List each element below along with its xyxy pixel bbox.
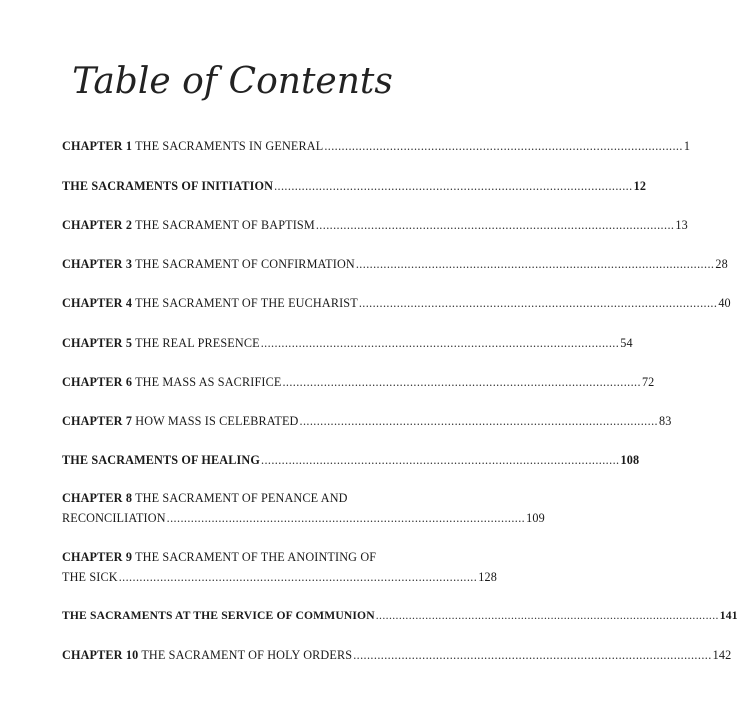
page-number: 141 <box>719 609 738 622</box>
entry-title: THE SACRAMENT OF THE ANOINTING OF <box>135 550 377 564</box>
table-of-contents <box>62 0 738 720</box>
chapter-number: CHAPTER 7 <box>62 414 133 428</box>
page-number: 28 <box>715 257 728 271</box>
dot-leader: ........................................................................................................ <box>355 257 715 271</box>
chapter-number: CHAPTER 6 <box>62 375 133 389</box>
toc-entry-chapter-9 <box>62 547 497 587</box>
toc-entry-chapter-10 <box>62 645 732 665</box>
toc-section-communion <box>62 606 738 626</box>
chapter-number: CHAPTER 5 <box>62 336 133 350</box>
dot-leader: ........................................................................................................ <box>261 453 620 467</box>
page-number: 72 <box>641 375 655 389</box>
page-number: 12 <box>633 179 647 193</box>
dot-leader: ........................................................................................................ <box>315 218 675 232</box>
page-number: 54 <box>620 336 633 350</box>
dot-leader: ........................................................................................................ <box>166 511 526 525</box>
toc-entry-chapter-7 <box>62 411 672 431</box>
toc-entry-chapter-1 <box>62 136 691 156</box>
dot-leader: ........................................................................................................ <box>358 296 718 310</box>
toc-section-healing <box>62 450 640 470</box>
page-number: 128 <box>478 570 497 584</box>
toc-entry-chapter-8 <box>62 488 545 528</box>
entry-title: HOW MASS IS CELEBRATED <box>135 414 299 428</box>
entry-title-continued: RECONCILIATION <box>62 511 166 525</box>
entry-title: THE SACRAMENT OF CONFIRMATION <box>135 257 355 271</box>
section-title: THE SACRAMENTS OF HEALING <box>62 453 260 467</box>
page-number: 109 <box>526 511 545 525</box>
entry-title: THE SACRAMENT OF BAPTISM <box>135 218 315 232</box>
entry-title: THE SACRAMENTS IN GENERAL <box>135 139 324 153</box>
chapter-number: CHAPTER 10 <box>62 648 139 662</box>
chapter-number: CHAPTER 3 <box>62 257 133 271</box>
dot-leader: ........................................................................................................ <box>299 414 658 428</box>
dot-leader: ........................................................................................................ <box>324 139 683 153</box>
page-number: 108 <box>620 453 640 467</box>
toc-entry-chapter-2 <box>62 215 688 235</box>
dot-leader: ........................................................................................................ <box>353 648 712 662</box>
dot-leader: ........................................................................................................ <box>118 570 478 584</box>
toc-entry-chapter-6 <box>62 372 655 392</box>
chapter-number: CHAPTER 9 <box>62 550 133 564</box>
dot-leader: ........................................................................................................ <box>260 336 620 350</box>
toc-section-initiation <box>62 176 647 196</box>
page-number: 83 <box>658 414 672 428</box>
entry-title: THE REAL PRESENCE <box>135 336 260 350</box>
entry-title: THE SACRAMENT OF PENANCE AND <box>135 491 348 505</box>
page-title: Table of Contents <box>72 61 393 102</box>
chapter-number: CHAPTER 2 <box>62 218 133 232</box>
toc-entry-chapter-5 <box>62 333 633 353</box>
section-title: THE SACRAMENTS AT THE SERVICE OF COMMUNION <box>62 609 375 622</box>
entry-title-continued: THE SICK <box>62 570 118 584</box>
entry-title: THE SACRAMENT OF THE EUCHARIST <box>135 296 358 310</box>
chapter-number: CHAPTER 4 <box>62 296 133 310</box>
dot-leader: ........................................................................................................ <box>375 609 719 622</box>
toc-entry-chapter-3 <box>62 254 728 274</box>
page-number: 40 <box>718 296 731 310</box>
chapter-number: CHAPTER 8 <box>62 491 133 505</box>
toc-entry-chapter-4 <box>62 293 731 313</box>
entry-title: THE MASS AS SACRIFICE <box>135 375 282 389</box>
entry-title: THE SACRAMENT OF HOLY ORDERS <box>141 648 353 662</box>
page-number: 13 <box>675 218 688 232</box>
dot-leader: ........................................................................................................ <box>282 375 641 389</box>
dot-leader: ........................................................................................................ <box>274 179 633 193</box>
page-number: 142 <box>712 648 732 662</box>
page-number: 1 <box>683 139 691 153</box>
section-title: THE SACRAMENTS OF INITIATION <box>62 179 274 193</box>
chapter-number: CHAPTER 1 <box>62 139 133 153</box>
